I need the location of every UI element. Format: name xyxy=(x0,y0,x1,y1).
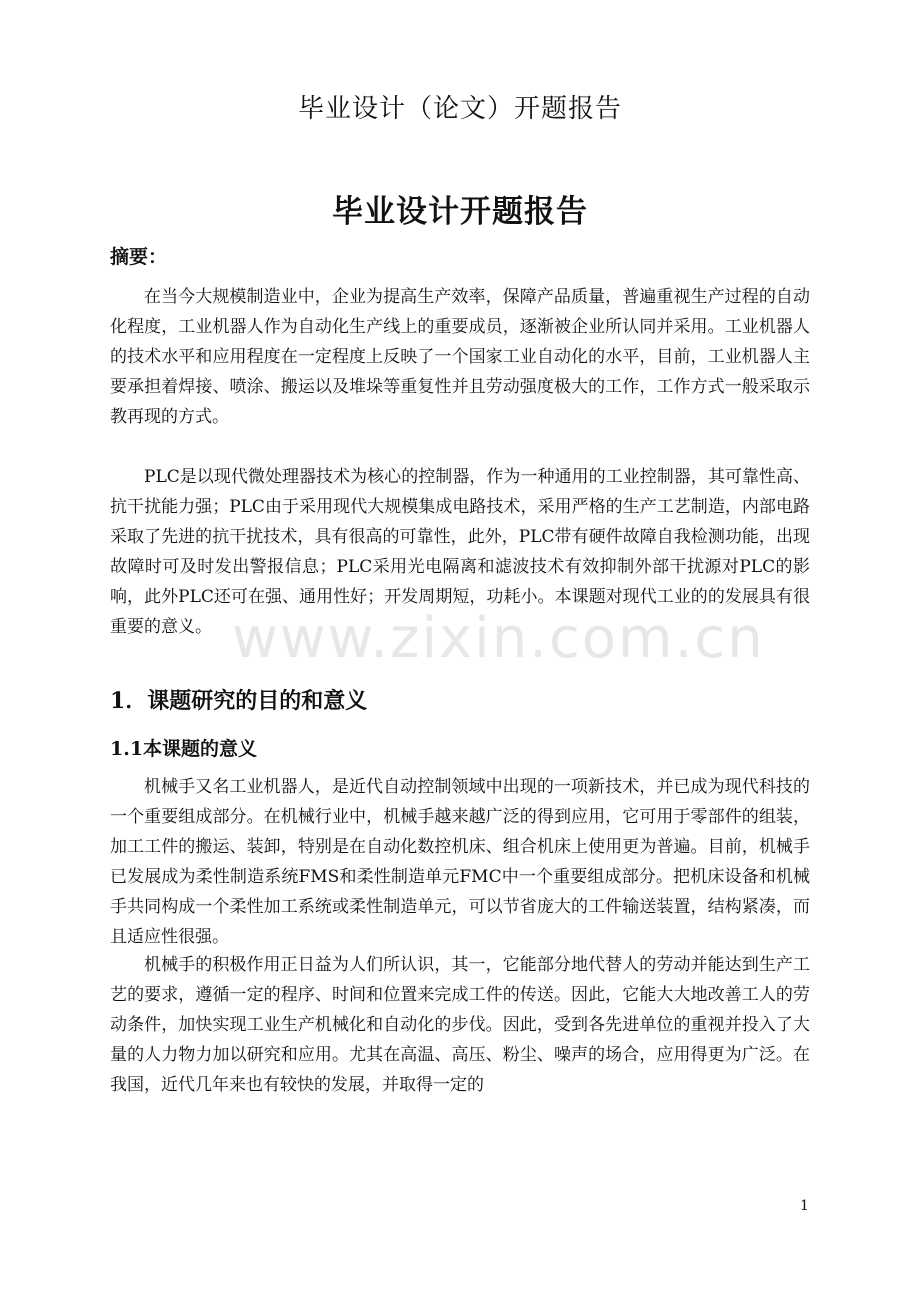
main-title: 毕业设计开题报告 xyxy=(332,194,588,230)
abstract-paragraph-1: 在当今大规模制造业中，企业为提高生产效率，保障产品质量，普遍重视生产过程的自动化程度，工业机器人作为自动化生产线上的重要成员，逐渐被企业所认同并采用。工业机器人的技术水平和应用程度在一定程度上反映了一个国家工业自动化的水平，目前，工业机器人主要承担着焊接、喷涂、搬运以及堆垛等重复性并且劳动强度极大的工作，工作方式一般采取示教再现的方式。 xyxy=(110,287,810,427)
section-1-1-paragraph-1: 机械手又名工业机器人，是近代自动控制领域中出现的一项新技术，并已成为现代科技的一个重要组成部分。在机械行业中，机械手越来越广泛的得到应用，它可用于零部件的组装，加工工件的搬运、装卸，特别是在自动化数控机床、组合机床上使用更为普遍。目前，机械手已发展成为柔性制造系统FMS和柔性制造单元FMC中一个重要组成部分。把机床设备和机械手共同构成一个柔性加工系统或柔性制造单元，可以节省庞大的工件输送装置，结构紧凑，而且适应性很强。 xyxy=(110,777,810,947)
abstract-paragraph-2: PLC是以现代微处理器技术为核心的控制器，作为一种通用的工业控制器，其可靠性高、抗干扰能力强；PLC由于采用现代大规模集成电路技术，采用严格的生产工艺制造，内部电路采取了先进的抗干扰技术，具有很高的可靠性，此外，PLC带有硬件故障自我检测功能，出现故障时可及时发出警报信息；PLC采用光电隔离和滤波技术有效抑制外部干扰源对PLC的影响，此外PLC还可在强、通用性好；开发周期短，功耗小。本课题对现代工业的的发展具有很重要的意义。 xyxy=(110,467,810,637)
page-number: 1 xyxy=(800,1198,809,1214)
section-1-1-heading: 1.1本课题的意义 xyxy=(110,738,258,760)
header-title: 毕业设计（论文）开题报告 xyxy=(297,94,622,124)
abstract-heading: 摘要： xyxy=(110,246,168,268)
watermark: www.zixin.com.cn xyxy=(232,606,765,671)
section-1-1-paragraph-2: 机械手的积极作用正日益为人们所认识，其一，它能部分地代替人的劳动并能达到生产工艺的要求，遵循一定的程序、时间和位置来完成工件的传送。因此，它能大大地改善工人的劳动条件，加快实现工业生产机械化和自动化的步伐。因此，受到各先进单位的重视并投入了大量的人力物力加以研究和应用。尤其在高温、高压、粉尘、噪声的场合，应用得更为广泛。在我国，近代几年来也有较快的发展，并取得一定的 xyxy=(110,955,810,1095)
section-1-heading: 1．课题研究的目的和意义 xyxy=(110,688,368,714)
